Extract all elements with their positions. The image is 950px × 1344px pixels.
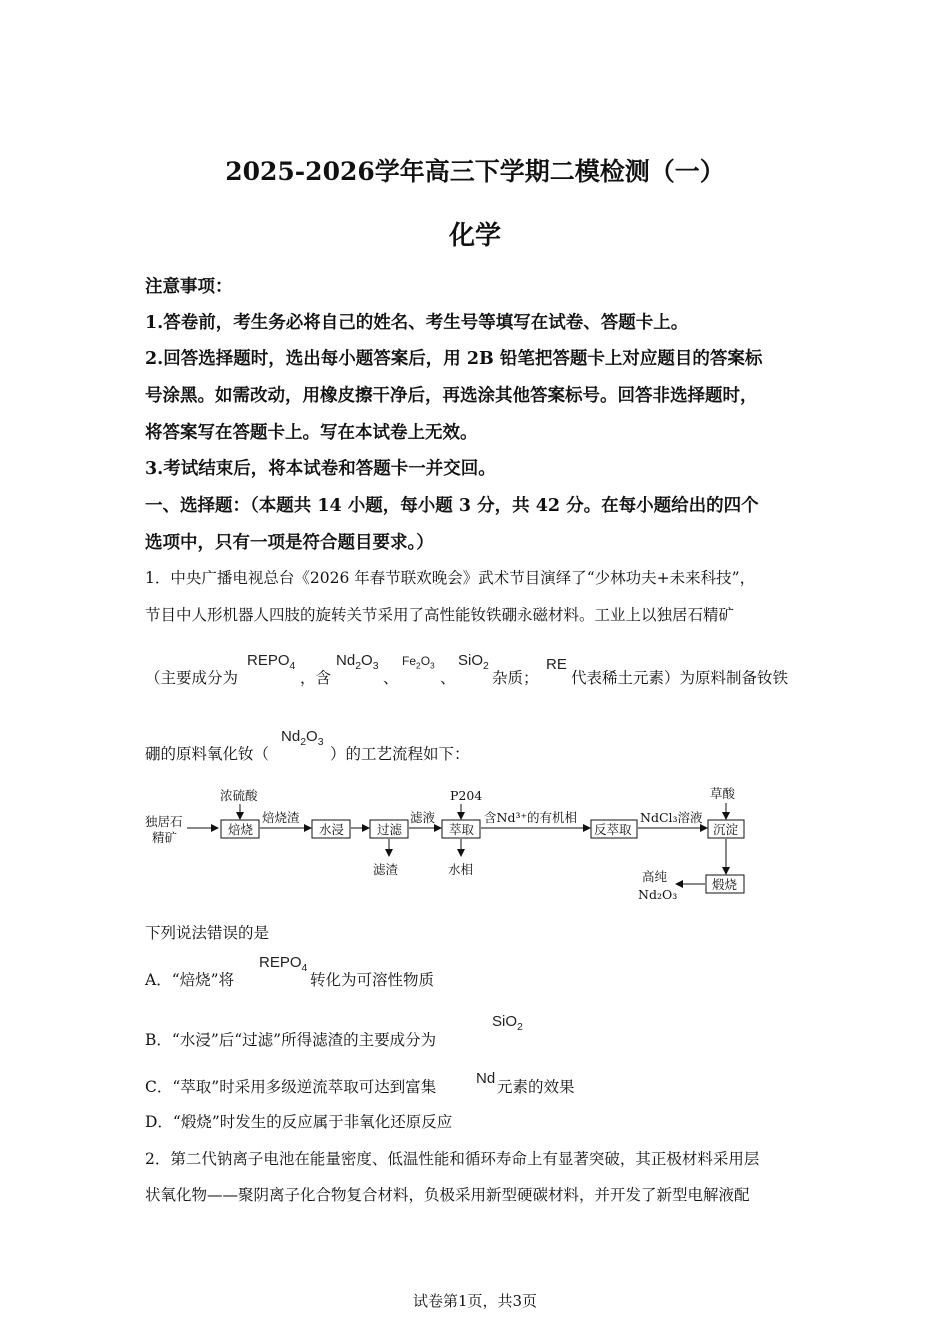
option-b-text: B．“水浸”后“过滤”所得滤渣的主要成分为 — [145, 1031, 437, 1049]
flow-p204: P204 — [450, 788, 483, 803]
flow-calcine: 煅烧 — [712, 877, 738, 892]
notice-heading: 注意事项： — [145, 277, 233, 297]
process-flow-diagram — [140, 782, 780, 910]
section-heading-1: 一、选择题：（本题共 14 小题，每小题 3 分，共 42 分。在每小题给出的四个 — [145, 496, 759, 516]
flow-extract: 萃取 — [449, 822, 475, 837]
subject-title: 化学 — [448, 221, 501, 251]
formula-fe2o3: $Fe_2O_3$ — [402, 654, 435, 671]
option-c-text-2: 元素的效果 — [497, 1078, 575, 1096]
section-heading-2: 选项中，只有一项是符合题目要求。） — [145, 533, 434, 553]
flow-oxalic: 草酸 — [710, 786, 736, 801]
notice-line-5: 3.考试结束后，将本试卷和答题卡一并交回。 — [145, 459, 496, 479]
q1-line-4b: ）的工艺流程如下： — [330, 745, 470, 763]
flow-input-2: 精矿 — [152, 830, 178, 845]
flow-input-1: 独居石 — [145, 814, 183, 829]
option-a-text-2: 转化为可溶性物质 — [310, 971, 435, 989]
flow-organic: 含Nd³⁺的有机相 — [484, 810, 578, 825]
flow-ndcl3: NdCl₃溶液 — [640, 810, 703, 825]
flow-filter: 过滤 — [377, 822, 403, 837]
q1-line-1: 1．中央广播电视总台《2026 年春节联欢晚会》武术节目演绎了“少林功夫+未来科技”， — [145, 569, 756, 587]
q1-line-2: 节目中人形机器人四肢的旋转关节采用了高性能钕铁硼永磁材料。工业上以独居石精矿 — [145, 606, 735, 624]
q1-line-3c: 、 — [383, 669, 399, 687]
notice-line-2: 2.回答选择题时，选出每小题答案后，用 2B 铅笔把答题卡上对应题目的答案标 — [145, 349, 763, 369]
q2-line-1: 2．第二代钠离子电池在能量密度、低温性能和循环寿命上有显著突破，其正极材料采用层 — [145, 1150, 760, 1168]
option-a-text: A．“焙烧”将 — [145, 971, 235, 989]
flow-product: Nd₂O₃ — [638, 887, 678, 902]
page-footer: 试卷第1页，共3页 — [412, 1292, 538, 1310]
q1-line-3f: 代表稀土元素）为原料制备钕铁 — [571, 669, 789, 687]
notice-line-3: 号涂黑。如需改动，用橡皮擦干净后，再选涂其他答案标号。回答非选择题时， — [145, 386, 758, 406]
q2-line-2: 状氧化物——聚阴离子化合物复合材料，负极采用新型硬碳材料，并开发了新型电解液配 — [145, 1186, 750, 1204]
flow-aqueous: 水相 — [448, 862, 474, 877]
page-title: 2025-2026学年高三下学期二模检测（一） — [225, 157, 725, 186]
formula-repo4-a: $REPO_4$ — [259, 954, 308, 974]
flow-back-extract: 反萃取 — [594, 822, 632, 837]
option-d-text: D．“煅烧”时发生的反应属于非氧化还原反应 — [145, 1113, 453, 1131]
formula-nd2o3-2: $Nd_2O_3$ — [281, 728, 324, 748]
q1-line-3d: 、 — [440, 669, 456, 687]
q1-line-4a: 硼的原料氧化钕（ — [145, 745, 270, 763]
flow-acid: 浓硫酸 — [220, 788, 258, 803]
flow-roast-residue: 焙烧渣 — [262, 810, 300, 825]
flow-precipitate: 沉淀 — [713, 822, 739, 837]
flow-residue: 滤渣 — [373, 862, 399, 877]
formula-re: RE — [546, 656, 567, 673]
q1-line-3b: ，含 — [300, 669, 332, 687]
option-c-text: C．“萃取”时采用多级逆流萃取可达到富集 — [145, 1078, 437, 1096]
flow-pure: 高纯 — [642, 869, 668, 884]
formula-sio2: SiO$_2$ — [458, 652, 489, 672]
q1-line-3a: （主要成分为 — [145, 669, 239, 687]
q1-line-3e: 杂质； — [492, 669, 539, 687]
flow-leach: 水浸 — [319, 822, 345, 837]
formula-repo4: $REPO_4$ — [247, 652, 296, 672]
notice-line-4: 将答案写在答题卡上。写在本试卷上无效。 — [145, 423, 478, 443]
formula-nd2o3: $Nd_2O_3$ — [336, 652, 379, 672]
flow-filtrate: 滤液 — [410, 810, 436, 825]
formula-nd-c: Nd — [476, 1070, 496, 1087]
flow-roast: 焙烧 — [228, 822, 254, 837]
formula-sio2-b: SiO$_2$ — [492, 1013, 523, 1033]
notice-line-1: 1.答卷前，考生务必将自己的姓名、考生号等填写在试卷、答题卡上。 — [145, 313, 689, 333]
q1-prompt: 下列说法错误的是 — [145, 924, 270, 942]
